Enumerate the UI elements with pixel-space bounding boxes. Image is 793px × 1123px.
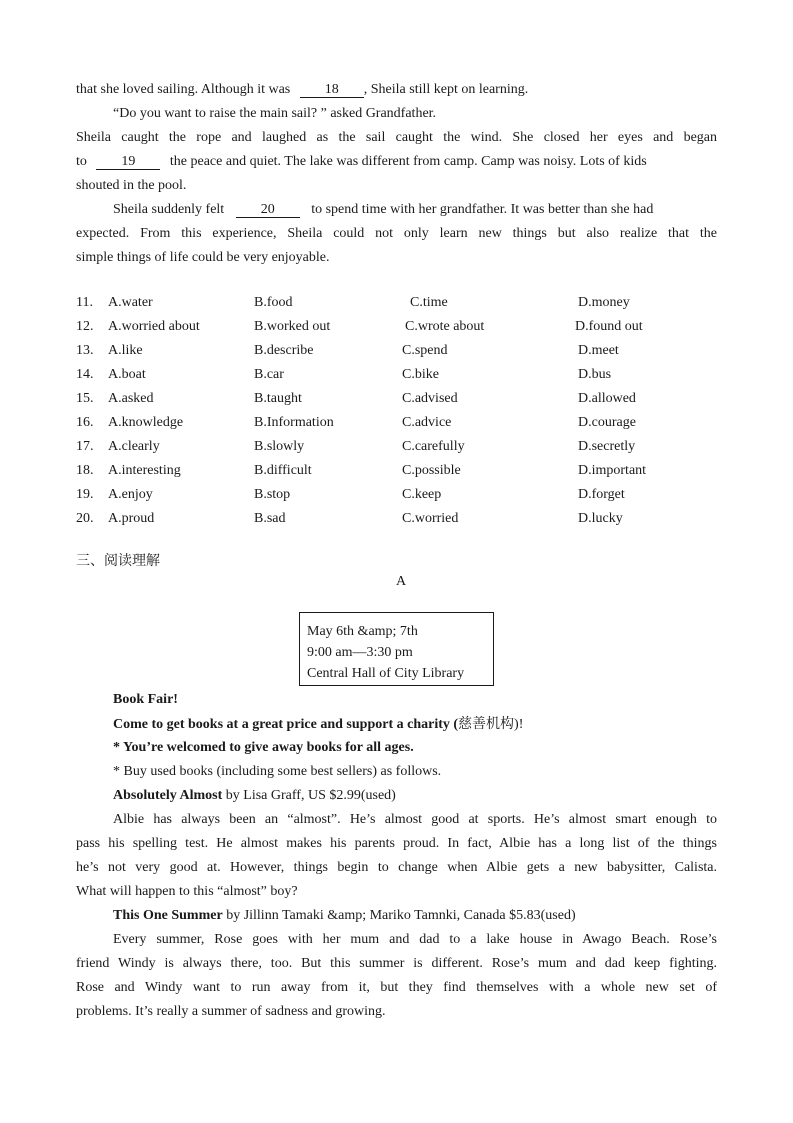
question-number: 12. bbox=[76, 319, 94, 334]
option-c: C.possible bbox=[402, 463, 461, 478]
notice-date: May 6th &amp; 7th bbox=[307, 624, 418, 639]
option-b: B.sad bbox=[254, 511, 286, 526]
book-info: by Jillinn Tamaki &amp; Mariko Tamnki, Canada $5.83(used) bbox=[222, 908, 576, 923]
option-a: A.enjoy bbox=[108, 487, 153, 502]
option-c: C.advised bbox=[402, 391, 458, 406]
ad-text: Come to get books at a great price and support a charity ( bbox=[113, 717, 459, 732]
book-text: Every summer, Rose goes with her mum and dad to a lake house in Awago Beach. Rose’s bbox=[113, 932, 717, 947]
ad-line bbox=[113, 715, 523, 734]
question-number: 19. bbox=[76, 487, 94, 502]
option-a: A.interesting bbox=[108, 463, 181, 478]
option-b: B.food bbox=[254, 295, 293, 310]
option-d: D.bus bbox=[578, 367, 612, 382]
option-c: C.time bbox=[410, 295, 448, 310]
passage-line: simple things of life could be very enjoyable. bbox=[76, 250, 330, 265]
book-title: This One Summer bbox=[113, 908, 223, 923]
blank-18: 18 bbox=[300, 83, 364, 98]
passage-text: to spend time with her grandfather. It was better than she had bbox=[311, 202, 654, 217]
book-text: What will happen to this “almost” boy? bbox=[76, 884, 298, 899]
book-text: problems. It’s really a summer of sadness and growing. bbox=[76, 1004, 386, 1019]
option-b: B.worked out bbox=[254, 319, 331, 334]
option-d: D.secretly bbox=[578, 439, 636, 454]
ad-line: * You’re welcomed to give away books for all ages. bbox=[113, 740, 414, 755]
question-number: 14. bbox=[76, 367, 94, 382]
question-number: 15. bbox=[76, 391, 94, 406]
option-b: B.slowly bbox=[254, 439, 305, 454]
blank-19: 19 bbox=[96, 155, 160, 170]
option-d: D.allowed bbox=[578, 391, 636, 406]
option-b: B.describe bbox=[254, 343, 314, 358]
option-b: B.difficult bbox=[254, 463, 312, 478]
question-number: 17. bbox=[76, 439, 94, 454]
notice-location: Central Hall of City Library bbox=[307, 666, 465, 681]
option-a: A.knowledge bbox=[108, 415, 184, 430]
option-a: A.worried about bbox=[108, 319, 200, 334]
ad-text: )! bbox=[514, 717, 524, 732]
option-a: A.proud bbox=[108, 511, 155, 526]
option-a: A.clearly bbox=[108, 439, 160, 454]
passage-line: shouted in the pool. bbox=[76, 178, 187, 193]
option-b: B.taught bbox=[254, 391, 302, 406]
option-d: D.forget bbox=[578, 487, 625, 502]
question-number: 13. bbox=[76, 343, 94, 358]
book-heading bbox=[113, 907, 576, 925]
book-text: Albie has always been an “almost”. He’s almost good at sports. He’s almost smart enough to bbox=[113, 812, 717, 827]
option-b: B.stop bbox=[254, 487, 291, 502]
blank-20: 20 bbox=[236, 203, 300, 218]
option-d: D.courage bbox=[578, 415, 636, 430]
book-heading bbox=[113, 787, 396, 805]
passage-line bbox=[76, 81, 528, 99]
passage-text: that she loved sailing. Although it was bbox=[76, 82, 291, 97]
option-c: C.bike bbox=[402, 367, 439, 382]
option-a: A.asked bbox=[108, 391, 154, 406]
passage-text: to bbox=[76, 154, 87, 169]
option-d: D.important bbox=[578, 463, 647, 478]
question-number: 16. bbox=[76, 415, 94, 430]
question-number: 11. bbox=[76, 295, 93, 310]
option-c: C.wrote about bbox=[405, 319, 485, 334]
passage-text: , Sheila still kept on learning. bbox=[363, 82, 529, 97]
ad-text-cn: 慈善机构 bbox=[458, 716, 515, 732]
option-a: A.water bbox=[108, 295, 153, 310]
option-a: A.like bbox=[108, 343, 143, 358]
option-c: C.spend bbox=[402, 343, 448, 358]
passage-label: A bbox=[396, 574, 407, 589]
option-d: D.lucky bbox=[578, 511, 623, 526]
option-a: A.boat bbox=[108, 367, 146, 382]
book-text: he’s not very good at. However, things begin to change when Albie gets a new babysitter, Calista. bbox=[76, 860, 717, 875]
notice-time: 9:00 am—3:30 pm bbox=[307, 645, 413, 660]
book-info: by Lisa Graff, US $2.99(used) bbox=[222, 788, 396, 803]
book-text: pass his spelling test. He almost makes his parents proud. In fact, Albie has a long list of the things bbox=[76, 836, 717, 851]
option-c: C.advice bbox=[402, 415, 452, 430]
book-title: Absolutely Almost bbox=[113, 788, 223, 803]
section-heading: 三、阅读理解 bbox=[76, 553, 160, 569]
book-text: Rose and Windy want to run away from it, but they find themselves with a whole new set of bbox=[76, 980, 717, 995]
option-b: B.Information bbox=[254, 415, 334, 430]
passage-line: “Do you want to raise the main sail? ” asked Grandfather. bbox=[113, 106, 437, 121]
option-d: D.found out bbox=[575, 319, 643, 334]
option-c: C.worried bbox=[402, 511, 459, 526]
passage-text: the peace and quiet. The lake was different from camp. Camp was noisy. Lots of kids bbox=[169, 154, 647, 169]
ad-title: Book Fair! bbox=[113, 692, 178, 707]
book-text: friend Windy is always there, too. But this summer is different. Rose’s mum and dad keep fighting. bbox=[76, 956, 717, 971]
option-d: D.money bbox=[578, 295, 630, 310]
notice-box bbox=[299, 612, 494, 686]
question-number: 20. bbox=[76, 511, 94, 526]
ad-line: * Buy used books (including some best sellers) as follows. bbox=[113, 764, 442, 779]
option-c: C.keep bbox=[402, 487, 442, 502]
option-d: D.meet bbox=[578, 343, 619, 358]
passage-line bbox=[76, 153, 647, 171]
passage-line bbox=[113, 201, 653, 219]
question-number: 18. bbox=[76, 463, 94, 478]
option-b: B.car bbox=[254, 367, 284, 382]
passage-line: expected. From this experience, Sheila could not only learn new things but also realize that the bbox=[76, 226, 717, 241]
option-c: C.carefully bbox=[402, 439, 465, 454]
passage-text: Sheila suddenly felt bbox=[113, 202, 225, 217]
passage-line: Sheila caught the rope and laughed as the sail caught the wind. She closed her eyes and began bbox=[76, 130, 717, 145]
